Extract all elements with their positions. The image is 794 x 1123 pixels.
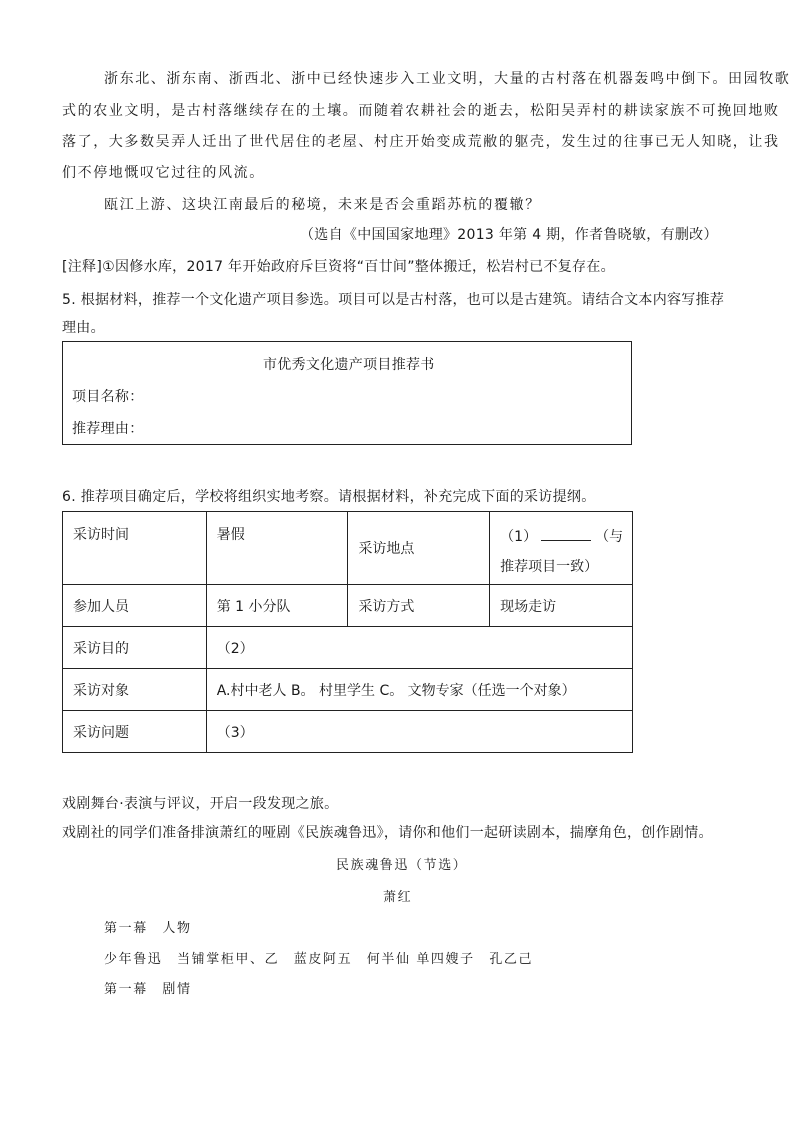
place-prefix: （1）	[500, 529, 538, 545]
passage-line-4: 们不停地慨叹它过往的风流。	[62, 165, 265, 181]
act-1-plot-heading: 第一幕 剧情	[104, 982, 192, 997]
place-cell[interactable]	[490, 512, 633, 585]
target-label: 采访对象	[63, 669, 207, 711]
passage-source: （选自《中国国家地理》2013 年第 4 期，作者鲁晓敏，有删改）	[300, 227, 718, 243]
drama-intro-1: 戏剧舞台·表演与评议，开启一段发现之旅。	[62, 796, 339, 812]
target-value[interactable]: A.村中老人 B。 村里学生 C。 文物专家（任选一个对象）	[206, 669, 632, 711]
act-1-character-list: 少年鲁迅 当铺掌柜甲、乙 蓝皮阿五 何半仙 单四嫂子 孔乙己	[104, 952, 534, 967]
place-blank[interactable]	[541, 528, 591, 541]
question-label: 采访问题	[63, 711, 207, 753]
recommendation-form-title: 市优秀文化遗产项目推荐书	[263, 357, 435, 373]
recommend-reason-label[interactable]: 推荐理由：	[72, 421, 144, 437]
table-row	[63, 627, 633, 669]
passage-note: [注释]①因修水库，2017 年开始政府斥巨资将“百廿间”整体搬迁，松岩村已不复存在。	[62, 259, 615, 275]
question-5-line-2: 理由。	[62, 320, 105, 336]
passage-line-3: 落了，大多数吴弄人迁出了世代居住的老屋、村庄开始变成荒敝的躯壳，发生过的往事已无人知晓，让我	[62, 134, 780, 150]
passage-paragraph-2: 瓯江上游、这块江南最后的秘境，未来是否会重蹈苏杭的覆辙？	[104, 197, 541, 213]
people-label: 参加人员	[63, 585, 207, 627]
table-row	[63, 585, 633, 627]
passage-line-2: 式的农业文明，是古村落继续存在的土壤。而随着农耕社会的逝去，松阳吴弄村的耕读家族不可挽回地败	[62, 103, 780, 119]
play-author: 萧红	[383, 890, 413, 905]
project-name-label[interactable]: 项目名称：	[72, 389, 144, 405]
table-row	[63, 669, 633, 711]
purpose-value[interactable]: （2）	[206, 627, 632, 669]
recommendation-form	[62, 341, 632, 445]
time-label: 采访时间	[63, 512, 207, 585]
place-label: 采访地点	[348, 512, 490, 585]
interview-outline-table	[62, 511, 633, 753]
drama-intro-2: 戏剧社的同学们准备排演萧红的哑剧《民族魂鲁迅》，请你和他们一起研读剧本，揣摩角色，创作剧情。	[62, 825, 713, 841]
act-1-characters-heading: 第一幕 人物	[104, 921, 192, 936]
table-row	[63, 512, 633, 585]
people-value: 第 1 小分队	[206, 585, 348, 627]
place-line-2: 推荐项目一致）	[500, 559, 599, 575]
table-row	[63, 711, 633, 753]
question-value[interactable]: （3）	[206, 711, 632, 753]
method-label: 采访方式	[348, 585, 490, 627]
question-5-line-1: 5. 根据材料，推荐一个文化遗产项目参选。项目可以是古村落，也可以是古建筑。请结合文本内容写推荐	[62, 292, 725, 308]
play-title: 民族魂鲁迅（节选）	[336, 858, 468, 873]
place-suffix: （与	[595, 529, 624, 545]
method-value: 现场走访	[490, 585, 633, 627]
question-6-prompt: 6. 推荐项目确定后，学校将组织实地考察。请根据材料，补充完成下面的采访提纲。	[62, 489, 596, 505]
passage-line-1: 浙东北、浙东南、浙西北、浙中已经快速步入工业文明，大量的古村落在机器轰鸣中倒下。田园牧歌	[104, 71, 791, 87]
time-value: 暑假	[206, 512, 348, 585]
purpose-label: 采访目的	[63, 627, 207, 669]
